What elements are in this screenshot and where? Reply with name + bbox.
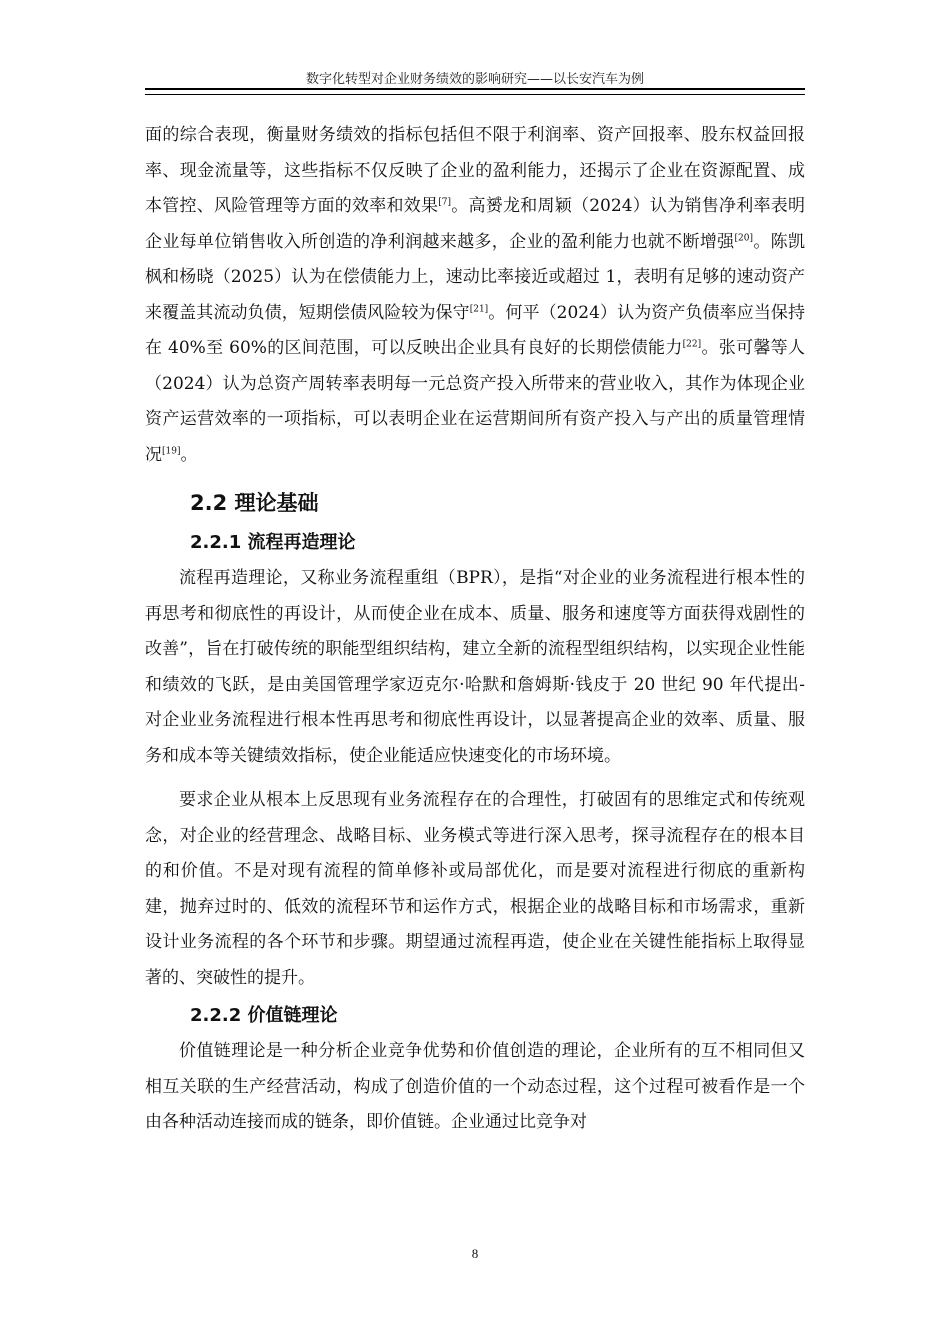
paragraph-text: 。何平（2024）认为资产负债率应当保持在 40%至 60%的区间范围，可以反映出企业具有良好的长期偿债能力 (145, 302, 806, 358)
paragraph-text: 。张可馨等人（2024）认为总资产周转率表明每一元总资产投入所带来的营业收入，其作为体现企业资产运营效率的一项指标，可以表明企业在运营期间所有资产投入与产出的质量管理情况 (145, 338, 805, 465)
paragraph-value-chain: 价值链理论是一种分析企业竞争优势和价值创造的理论，企业所有的互不相同但又相互关联的生产经营活动，构成了创造价值的一个动态过程，这个过程可被看作是一个由各种活动连接而成的链条，即价值链。企业通过比竞争对 (145, 1041, 805, 1132)
section-heading: 2.2 理论基础 (190, 491, 319, 515)
header-rule (145, 88, 805, 95)
paragraph-bpr-definition: 流程再造理论，又称业务流程重组（BPR），是指“对企业的业务流程进行根本性的再思考和彻底性的再设计，从而使企业在成本、质量、服务和速度等方面获得戏剧性的改善”，旨在打破传统的职能型组织结构，建立全新的流程型组织结构，以实现企业性能和绩效的飞跃，是由美国管理学家迈克尔·哈默和詹姆斯·钱皮于 20 世纪 90 年代提出- 对企业业务流程进行根本性再思考和彻底性再设计，以显著提高企业的效率、质量、服务和成本等关键绩效指标，使企业能适应快速变化的市场环境。 (145, 568, 805, 766)
citation: [7] (438, 197, 451, 208)
paragraph-text: 。高赟龙和周颖（2024）认为销售净利率表明企业每单位销售收入所创造的净利润越来越多，企业的盈利能力也就不断增强 (145, 196, 806, 252)
paragraph-text: 面的综合表现，衡量财务绩效的指标包括但不限于利润率、资产回报率、股东权益回报率、现金流量等，这些指标不仅反映了企业的盈利能力，还揭示了企业在资源配置、成本管控、风险管理等方面的效率和效果 (145, 125, 805, 216)
citation: [22] (682, 339, 702, 350)
paragraph-text: 。陈凯枫和杨晓（2025）认为在偿债能力上，速动比率接近或超过 1，表明有足够的速动资产来覆盖其流动负债，短期偿债风险较为保守 (145, 231, 805, 323)
page-content (145, 118, 805, 1141)
citation: [20] (734, 232, 753, 243)
paragraph-text: 。 (180, 444, 198, 465)
paragraph-financial-performance (145, 118, 805, 473)
running-header: 数字化转型对企业财务绩效的影响研究——以长安汽车为例 (305, 72, 644, 87)
page-number: 8 (471, 1246, 479, 1261)
citation: [19] (162, 445, 181, 456)
subsection-heading-value-chain: 2.2.2 价值链理论 (190, 1005, 338, 1026)
subsection-heading-bpr: 2.2.1 流程再造理论 (190, 532, 356, 553)
citation: [21] (469, 303, 489, 314)
paragraph-bpr-requirements: 要求企业从根本上反思现有业务流程存在的合理性，打破固有的思维定式和传统观念，对企业的经营理念、战略目标、业务模式等进行深入思考，探寻流程存在的根本目的和价值。不是对现有流程的简单修补或局部优化，而是要对流程进行彻底的重新构建，抛弃过时的、低效的流程环节和运作方式，根据企业的战略目标和市场需求，重新设计业务流程的各个环节和步骤。期望通过流程再造，使企业在关键性能指标上取得显著的、突破性的提升。 (145, 790, 805, 988)
